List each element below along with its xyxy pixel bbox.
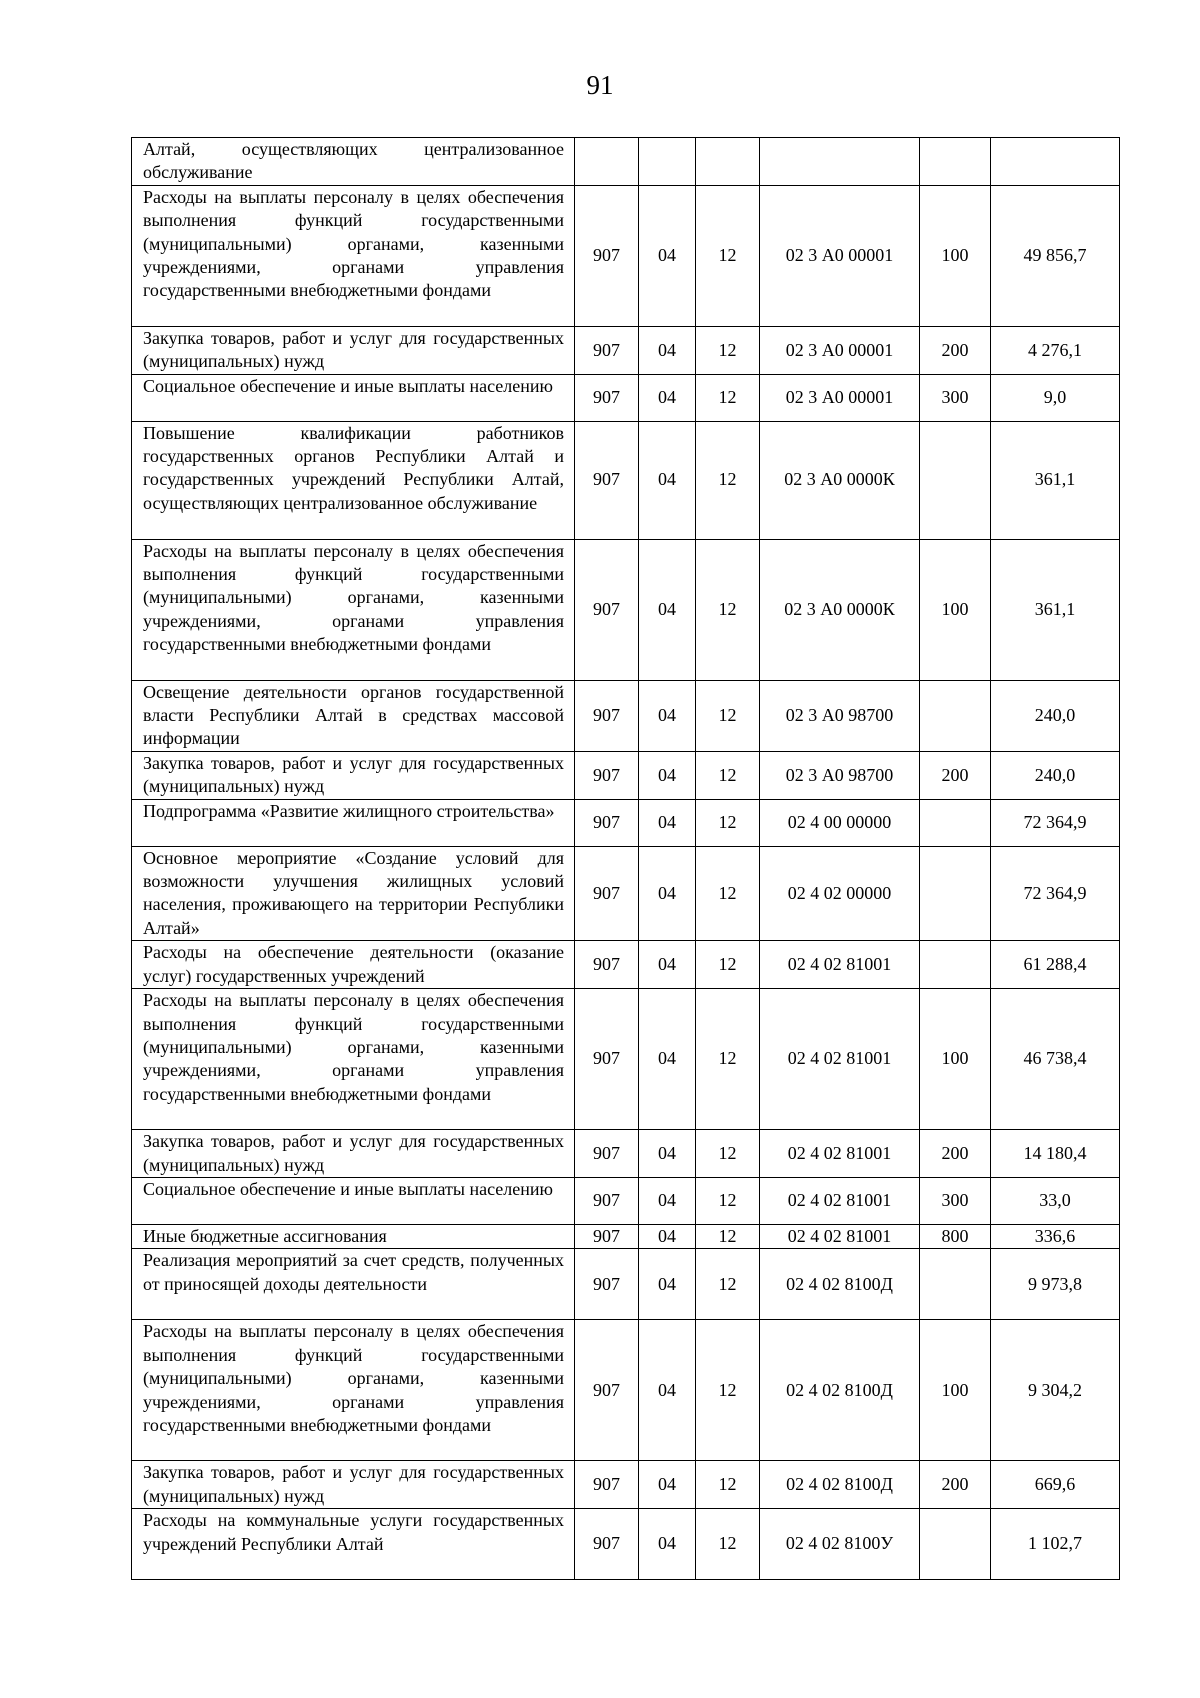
amount-cell — [991, 138, 1120, 186]
section-code-cell: 04 — [639, 1320, 696, 1461]
table-row — [132, 185, 1120, 326]
section-code-cell: 04 — [639, 1461, 696, 1509]
table-row — [132, 1249, 1120, 1320]
subsection-code-cell: 12 — [696, 989, 760, 1130]
subsection-code-cell — [696, 138, 760, 186]
subsection-code-cell: 12 — [696, 1224, 760, 1248]
table-row — [132, 799, 1120, 846]
expense-type-cell: 300 — [920, 374, 991, 421]
section-code-cell: 04 — [639, 799, 696, 846]
amount-cell: 240,0 — [991, 751, 1120, 799]
target-article-cell: 02 4 00 00000 — [760, 799, 920, 846]
subsection-code-cell: 12 — [696, 941, 760, 989]
expense-type-cell: 800 — [920, 1224, 991, 1248]
section-code-cell: 04 — [639, 680, 696, 751]
amount-cell: 9 304,2 — [991, 1320, 1120, 1461]
table-row — [132, 1509, 1120, 1580]
ministry-code-cell: 907 — [575, 846, 639, 941]
table-row — [132, 989, 1120, 1130]
amount-cell: 33,0 — [991, 1177, 1120, 1224]
target-article-cell: 02 4 02 81001 — [760, 941, 920, 989]
section-code-cell: 04 — [639, 1249, 696, 1320]
expense-type-cell — [920, 1509, 991, 1580]
expense-name-cell: Социальное обеспечение и иные выплаты населению — [132, 1177, 575, 1224]
expense-name-cell: Расходы на выплаты персоналу в целях обеспечения выполнения функций государственными (муниципальными) органами, казенными учреждениями, органами управления государственными внебюджетными фондами — [132, 989, 575, 1130]
ministry-code-cell: 907 — [575, 941, 639, 989]
amount-cell: 240,0 — [991, 680, 1120, 751]
budget-table-body — [132, 138, 1120, 1580]
ministry-code-cell: 907 — [575, 1320, 639, 1461]
expense-type-cell: 100 — [920, 539, 991, 680]
target-article-cell: 02 4 02 8100У — [760, 1509, 920, 1580]
table-row — [132, 751, 1120, 799]
table-row — [132, 1224, 1120, 1248]
section-code-cell: 04 — [639, 326, 696, 374]
expense-type-cell: 200 — [920, 751, 991, 799]
amount-cell: 669,6 — [991, 1461, 1120, 1509]
ministry-code-cell: 907 — [575, 1509, 639, 1580]
target-article-cell: 02 3 А0 0000К — [760, 539, 920, 680]
section-code-cell: 04 — [639, 1509, 696, 1580]
amount-cell: 49 856,7 — [991, 185, 1120, 326]
expense-name-cell: Расходы на выплаты персоналу в целях обеспечения выполнения функций государственными (муниципальными) органами, казенными учреждениями, органами управления государственными внебюджетными фондами — [132, 1320, 575, 1461]
budget-table — [131, 137, 1120, 1580]
expense-name-cell: Освещение деятельности органов государственной власти Республики Алтай в средствах массовой информации — [132, 680, 575, 751]
amount-cell: 61 288,4 — [991, 941, 1120, 989]
expense-type-cell — [920, 799, 991, 846]
expense-name-cell: Расходы на обеспечение деятельности (оказание услуг) государственных учреждений — [132, 941, 575, 989]
amount-cell: 361,1 — [991, 539, 1120, 680]
subsection-code-cell: 12 — [696, 1461, 760, 1509]
section-code-cell: 04 — [639, 1224, 696, 1248]
amount-cell: 336,6 — [991, 1224, 1120, 1248]
target-article-cell: 02 3 А0 00001 — [760, 326, 920, 374]
table-row — [132, 1130, 1120, 1178]
target-article-cell: 02 4 02 00000 — [760, 846, 920, 941]
expense-type-cell: 100 — [920, 185, 991, 326]
expense-name-cell: Расходы на коммунальные услуги государственных учреждений Республики Алтай — [132, 1509, 575, 1580]
amount-cell: 361,1 — [991, 421, 1120, 539]
section-code-cell: 04 — [639, 1130, 696, 1178]
subsection-code-cell: 12 — [696, 1249, 760, 1320]
expense-type-cell — [920, 421, 991, 539]
ministry-code-cell: 907 — [575, 799, 639, 846]
expense-name-cell: Подпрограмма «Развитие жилищного строительства» — [132, 799, 575, 846]
table-row — [132, 846, 1120, 941]
ministry-code-cell: 907 — [575, 374, 639, 421]
target-article-cell: 02 3 А0 98700 — [760, 680, 920, 751]
amount-cell: 72 364,9 — [991, 799, 1120, 846]
expense-type-cell — [920, 846, 991, 941]
table-row — [132, 326, 1120, 374]
subsection-code-cell: 12 — [696, 421, 760, 539]
expense-name-cell: Основное мероприятие «Создание условий для возможности улучшения жилищных условий населения, проживающего на территории Республики Алтай» — [132, 846, 575, 941]
ministry-code-cell: 907 — [575, 1461, 639, 1509]
subsection-code-cell: 12 — [696, 374, 760, 421]
target-article-cell: 02 4 02 8100Д — [760, 1320, 920, 1461]
expense-name-cell: Повышение квалификации работников государственных органов Республики Алтай и государственных учреждений Республики Алтай, осуществляющих централизованное обслуживание — [132, 421, 575, 539]
table-row — [132, 539, 1120, 680]
expense-name-cell: Расходы на выплаты персоналу в целях обеспечения выполнения функций государственными (муниципальными) органами, казенными учреждениями, органами управления государственными внебюджетными фондами — [132, 185, 575, 326]
subsection-code-cell: 12 — [696, 1509, 760, 1580]
expense-type-cell — [920, 1249, 991, 1320]
expense-name-cell: Алтай, осуществляющих централизованное обслуживание — [132, 138, 575, 186]
expense-name-cell: Закупка товаров, работ и услуг для государственных (муниципальных) нужд — [132, 1461, 575, 1509]
page-number: 91 — [586, 70, 614, 100]
subsection-code-cell: 12 — [696, 539, 760, 680]
amount-cell: 4 276,1 — [991, 326, 1120, 374]
ministry-code-cell: 907 — [575, 751, 639, 799]
target-article-cell: 02 3 А0 00001 — [760, 185, 920, 326]
target-article-cell: 02 3 А0 0000К — [760, 421, 920, 539]
section-code-cell: 04 — [639, 539, 696, 680]
expense-name-cell: Социальное обеспечение и иные выплаты населению — [132, 374, 575, 421]
table-row — [132, 138, 1120, 186]
section-code-cell: 04 — [639, 185, 696, 326]
ministry-code-cell: 907 — [575, 680, 639, 751]
subsection-code-cell: 12 — [696, 1320, 760, 1461]
section-code-cell: 04 — [639, 846, 696, 941]
expense-type-cell — [920, 138, 991, 186]
target-article-cell: 02 4 02 8100Д — [760, 1461, 920, 1509]
table-row — [132, 421, 1120, 539]
target-article-cell: 02 4 02 81001 — [760, 989, 920, 1130]
subsection-code-cell: 12 — [696, 680, 760, 751]
expense-type-cell: 200 — [920, 326, 991, 374]
ministry-code-cell: 907 — [575, 1249, 639, 1320]
ministry-code-cell: 907 — [575, 421, 639, 539]
subsection-code-cell: 12 — [696, 846, 760, 941]
expense-name-cell: Закупка товаров, работ и услуг для государственных (муниципальных) нужд — [132, 1130, 575, 1178]
target-article-cell: 02 4 02 81001 — [760, 1130, 920, 1178]
ministry-code-cell: 907 — [575, 1130, 639, 1178]
subsection-code-cell: 12 — [696, 1130, 760, 1178]
ministry-code-cell: 907 — [575, 539, 639, 680]
subsection-code-cell: 12 — [696, 799, 760, 846]
amount-cell: 1 102,7 — [991, 1509, 1120, 1580]
section-code-cell: 04 — [639, 941, 696, 989]
amount-cell: 9,0 — [991, 374, 1120, 421]
table-row — [132, 1461, 1120, 1509]
amount-cell: 9 973,8 — [991, 1249, 1120, 1320]
expense-name-cell: Закупка товаров, работ и услуг для государственных (муниципальных) нужд — [132, 326, 575, 374]
expense-name-cell: Реализация мероприятий за счет средств, полученных от приносящей доходы деятельности — [132, 1249, 575, 1320]
section-code-cell: 04 — [639, 751, 696, 799]
section-code-cell — [639, 138, 696, 186]
table-row — [132, 374, 1120, 421]
target-article-cell: 02 4 02 81001 — [760, 1177, 920, 1224]
amount-cell: 14 180,4 — [991, 1130, 1120, 1178]
target-article-cell — [760, 138, 920, 186]
table-row — [132, 1320, 1120, 1461]
expense-type-cell: 200 — [920, 1130, 991, 1178]
expense-name-cell: Расходы на выплаты персоналу в целях обеспечения выполнения функций государственными (муниципальными) органами, казенными учреждениями, органами управления государственными внебюджетными фондами — [132, 539, 575, 680]
table-row — [132, 680, 1120, 751]
ministry-code-cell: 907 — [575, 185, 639, 326]
subsection-code-cell: 12 — [696, 326, 760, 374]
ministry-code-cell — [575, 138, 639, 186]
target-article-cell: 02 3 А0 98700 — [760, 751, 920, 799]
section-code-cell: 04 — [639, 421, 696, 539]
target-article-cell: 02 4 02 8100Д — [760, 1249, 920, 1320]
target-article-cell: 02 3 А0 00001 — [760, 374, 920, 421]
table-row — [132, 1177, 1120, 1224]
amount-cell: 72 364,9 — [991, 846, 1120, 941]
section-code-cell: 04 — [639, 989, 696, 1130]
expense-type-cell — [920, 941, 991, 989]
expense-name-cell: Иные бюджетные ассигнования — [132, 1224, 575, 1248]
subsection-code-cell: 12 — [696, 1177, 760, 1224]
expense-type-cell — [920, 680, 991, 751]
expense-name-cell: Закупка товаров, работ и услуг для государственных (муниципальных) нужд — [132, 751, 575, 799]
ministry-code-cell: 907 — [575, 989, 639, 1130]
ministry-code-cell: 907 — [575, 326, 639, 374]
expense-type-cell: 100 — [920, 1320, 991, 1461]
expense-type-cell: 200 — [920, 1461, 991, 1509]
subsection-code-cell: 12 — [696, 185, 760, 326]
amount-cell: 46 738,4 — [991, 989, 1120, 1130]
expense-type-cell: 300 — [920, 1177, 991, 1224]
table-row — [132, 941, 1120, 989]
target-article-cell: 02 4 02 81001 — [760, 1224, 920, 1248]
section-code-cell: 04 — [639, 374, 696, 421]
expense-type-cell: 100 — [920, 989, 991, 1130]
subsection-code-cell: 12 — [696, 751, 760, 799]
ministry-code-cell: 907 — [575, 1224, 639, 1248]
section-code-cell: 04 — [639, 1177, 696, 1224]
ministry-code-cell: 907 — [575, 1177, 639, 1224]
